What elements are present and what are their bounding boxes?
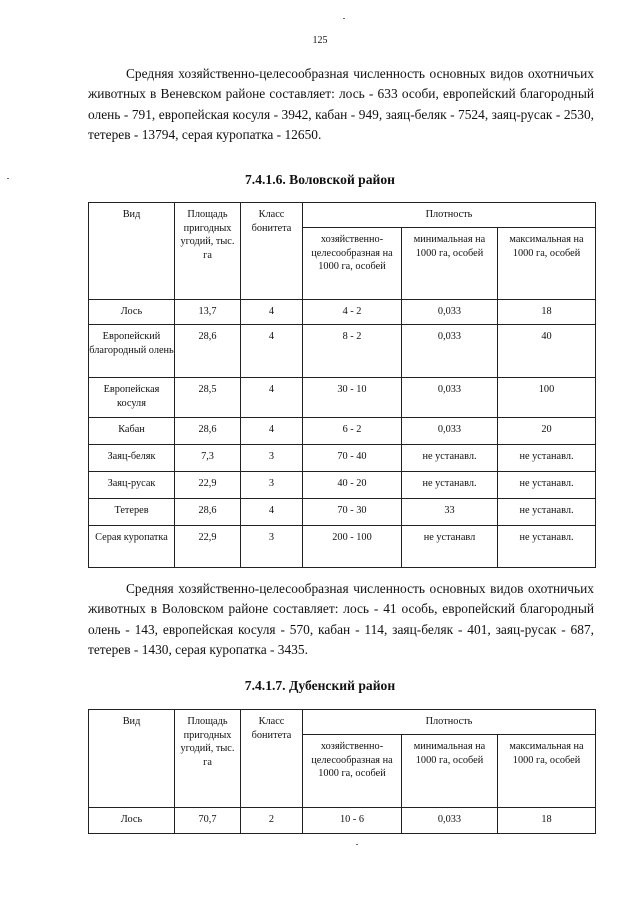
cell-economic: 200 - 100	[303, 526, 402, 568]
cell-area: 13,7	[175, 300, 241, 325]
cell-max: не устанавл.	[498, 445, 596, 472]
cell-economic: 30 - 10	[303, 378, 402, 418]
header-density-economic: хозяйственно-целесообразная на 1000 га, особей	[303, 228, 402, 300]
page-number: 125	[312, 35, 328, 46]
cell-max: 100	[498, 378, 596, 418]
cell-max: 18	[498, 808, 596, 834]
cell-min: не устанавл.	[402, 472, 498, 499]
cell-species: Лось	[89, 808, 175, 834]
cell-class: 3	[241, 445, 303, 472]
cell-min: не устанавл.	[402, 445, 498, 472]
cell-min: 0,033	[402, 325, 498, 378]
cell-species: Серая куропатка	[89, 526, 175, 568]
cell-economic: 40 - 20	[303, 472, 402, 499]
header-density-economic: хозяйственно-целесообразная на 1000 га, особей	[303, 735, 402, 808]
table-row	[89, 526, 596, 568]
table-row	[89, 300, 596, 325]
table-row	[89, 378, 596, 418]
cell-class: 4	[241, 499, 303, 526]
cell-area: 28,6	[175, 499, 241, 526]
cell-area: 7,3	[175, 445, 241, 472]
header-class: Класс бонитета	[241, 710, 303, 808]
cell-class: 3	[241, 472, 303, 499]
header-species: Вид	[89, 203, 175, 300]
cell-species: Лось	[89, 300, 175, 325]
cell-area: 22,9	[175, 472, 241, 499]
cell-class: 4	[241, 378, 303, 418]
header-area: Площадь пригодных угодий, тыс. га	[175, 203, 241, 300]
cell-economic: 10 - 6	[303, 808, 402, 834]
header-class: Класс бонитета	[241, 203, 303, 300]
cell-max: не устанавл.	[498, 499, 596, 526]
cell-min: 0,033	[402, 378, 498, 418]
header-density: Плотность	[303, 203, 596, 228]
section-heading-dubna: 7.4.1.7. Дубенский район	[244, 678, 396, 693]
cell-species: Тетерев	[89, 499, 175, 526]
cell-class: 4	[241, 325, 303, 378]
cell-species: Европейская косуля	[89, 378, 175, 418]
cell-economic: 8 - 2	[303, 325, 402, 378]
header-density: Плотность	[303, 710, 596, 735]
table-row	[89, 418, 596, 445]
cell-species: Европейский благородный олень	[89, 325, 175, 378]
cell-species: Кабан	[89, 418, 175, 445]
cell-class: 4	[241, 300, 303, 325]
cell-species: Заяц-беляк	[89, 445, 175, 472]
cell-area: 70,7	[175, 808, 241, 834]
cell-species: Заяц-русак	[89, 472, 175, 499]
cell-max: 20	[498, 418, 596, 445]
cell-max: 18	[498, 300, 596, 325]
table-row	[89, 499, 596, 526]
cell-economic: 70 - 40	[303, 445, 402, 472]
cell-min: 0,033	[402, 300, 498, 325]
table-row	[89, 445, 596, 472]
cell-class: 3	[241, 526, 303, 568]
header-density-min: минимальная на 1000 га, особей	[402, 735, 498, 808]
paragraph-volovo-summary: Средняя хозяйственно-целесообразная численность основных видов охотничьих животных в Воловском районе составляет: лось - 41 особь, европейский благородный олень - 143, европейская косуля - 570, кабан - 114, заяц-беляк - 401, заяц-русак - 687, тетерев - 1430, серая куропатка - 3435.	[88, 581, 594, 657]
section-heading-volovo: 7.4.1.6. Воловской район	[245, 172, 395, 187]
cell-economic: 70 - 30	[303, 499, 402, 526]
table-row	[89, 808, 596, 834]
table-row	[89, 325, 596, 378]
density-table-volovo	[88, 202, 596, 568]
cell-area: 28,5	[175, 378, 241, 418]
cell-class: 2	[241, 808, 303, 834]
scan-speck	[356, 844, 358, 845]
cell-area: 22,9	[175, 526, 241, 568]
cell-min: не устанавл	[402, 526, 498, 568]
cell-min: 0,033	[402, 808, 498, 834]
cell-min: 0,033	[402, 418, 498, 445]
density-table-dubna	[88, 709, 596, 834]
cell-max: 40	[498, 325, 596, 378]
header-density-max: максимальная на 1000 га, особей	[498, 735, 596, 808]
cell-area: 28,6	[175, 418, 241, 445]
header-density-max: максимальная на 1000 га, особей	[498, 228, 596, 300]
table-row	[89, 472, 596, 499]
cell-class: 4	[241, 418, 303, 445]
cell-max: не устанавл.	[498, 526, 596, 568]
header-area: Площадь пригодных угодий, тыс. га	[175, 710, 241, 808]
cell-min: 33	[402, 499, 498, 526]
paragraph-veneva-summary: Средняя хозяйственно-целесообразная численность основных видов охотничьих животных в Веневском районе составляет: лось - 633 особи, европейский благородный олень - 791, европейская косуля - 3942, кабан - 949, заяц-беляк - 7524, заяц-русак - 2530, тетерев - 13794, серая куропатка - 12650.	[88, 66, 594, 142]
header-density-min: минимальная на 1000 га, особей	[402, 228, 498, 300]
scan-speck	[343, 18, 345, 19]
cell-economic: 4 - 2	[303, 300, 402, 325]
header-species: Вид	[89, 710, 175, 808]
cell-economic: 6 - 2	[303, 418, 402, 445]
cell-area: 28,6	[175, 325, 241, 378]
cell-max: не устанавл.	[498, 472, 596, 499]
